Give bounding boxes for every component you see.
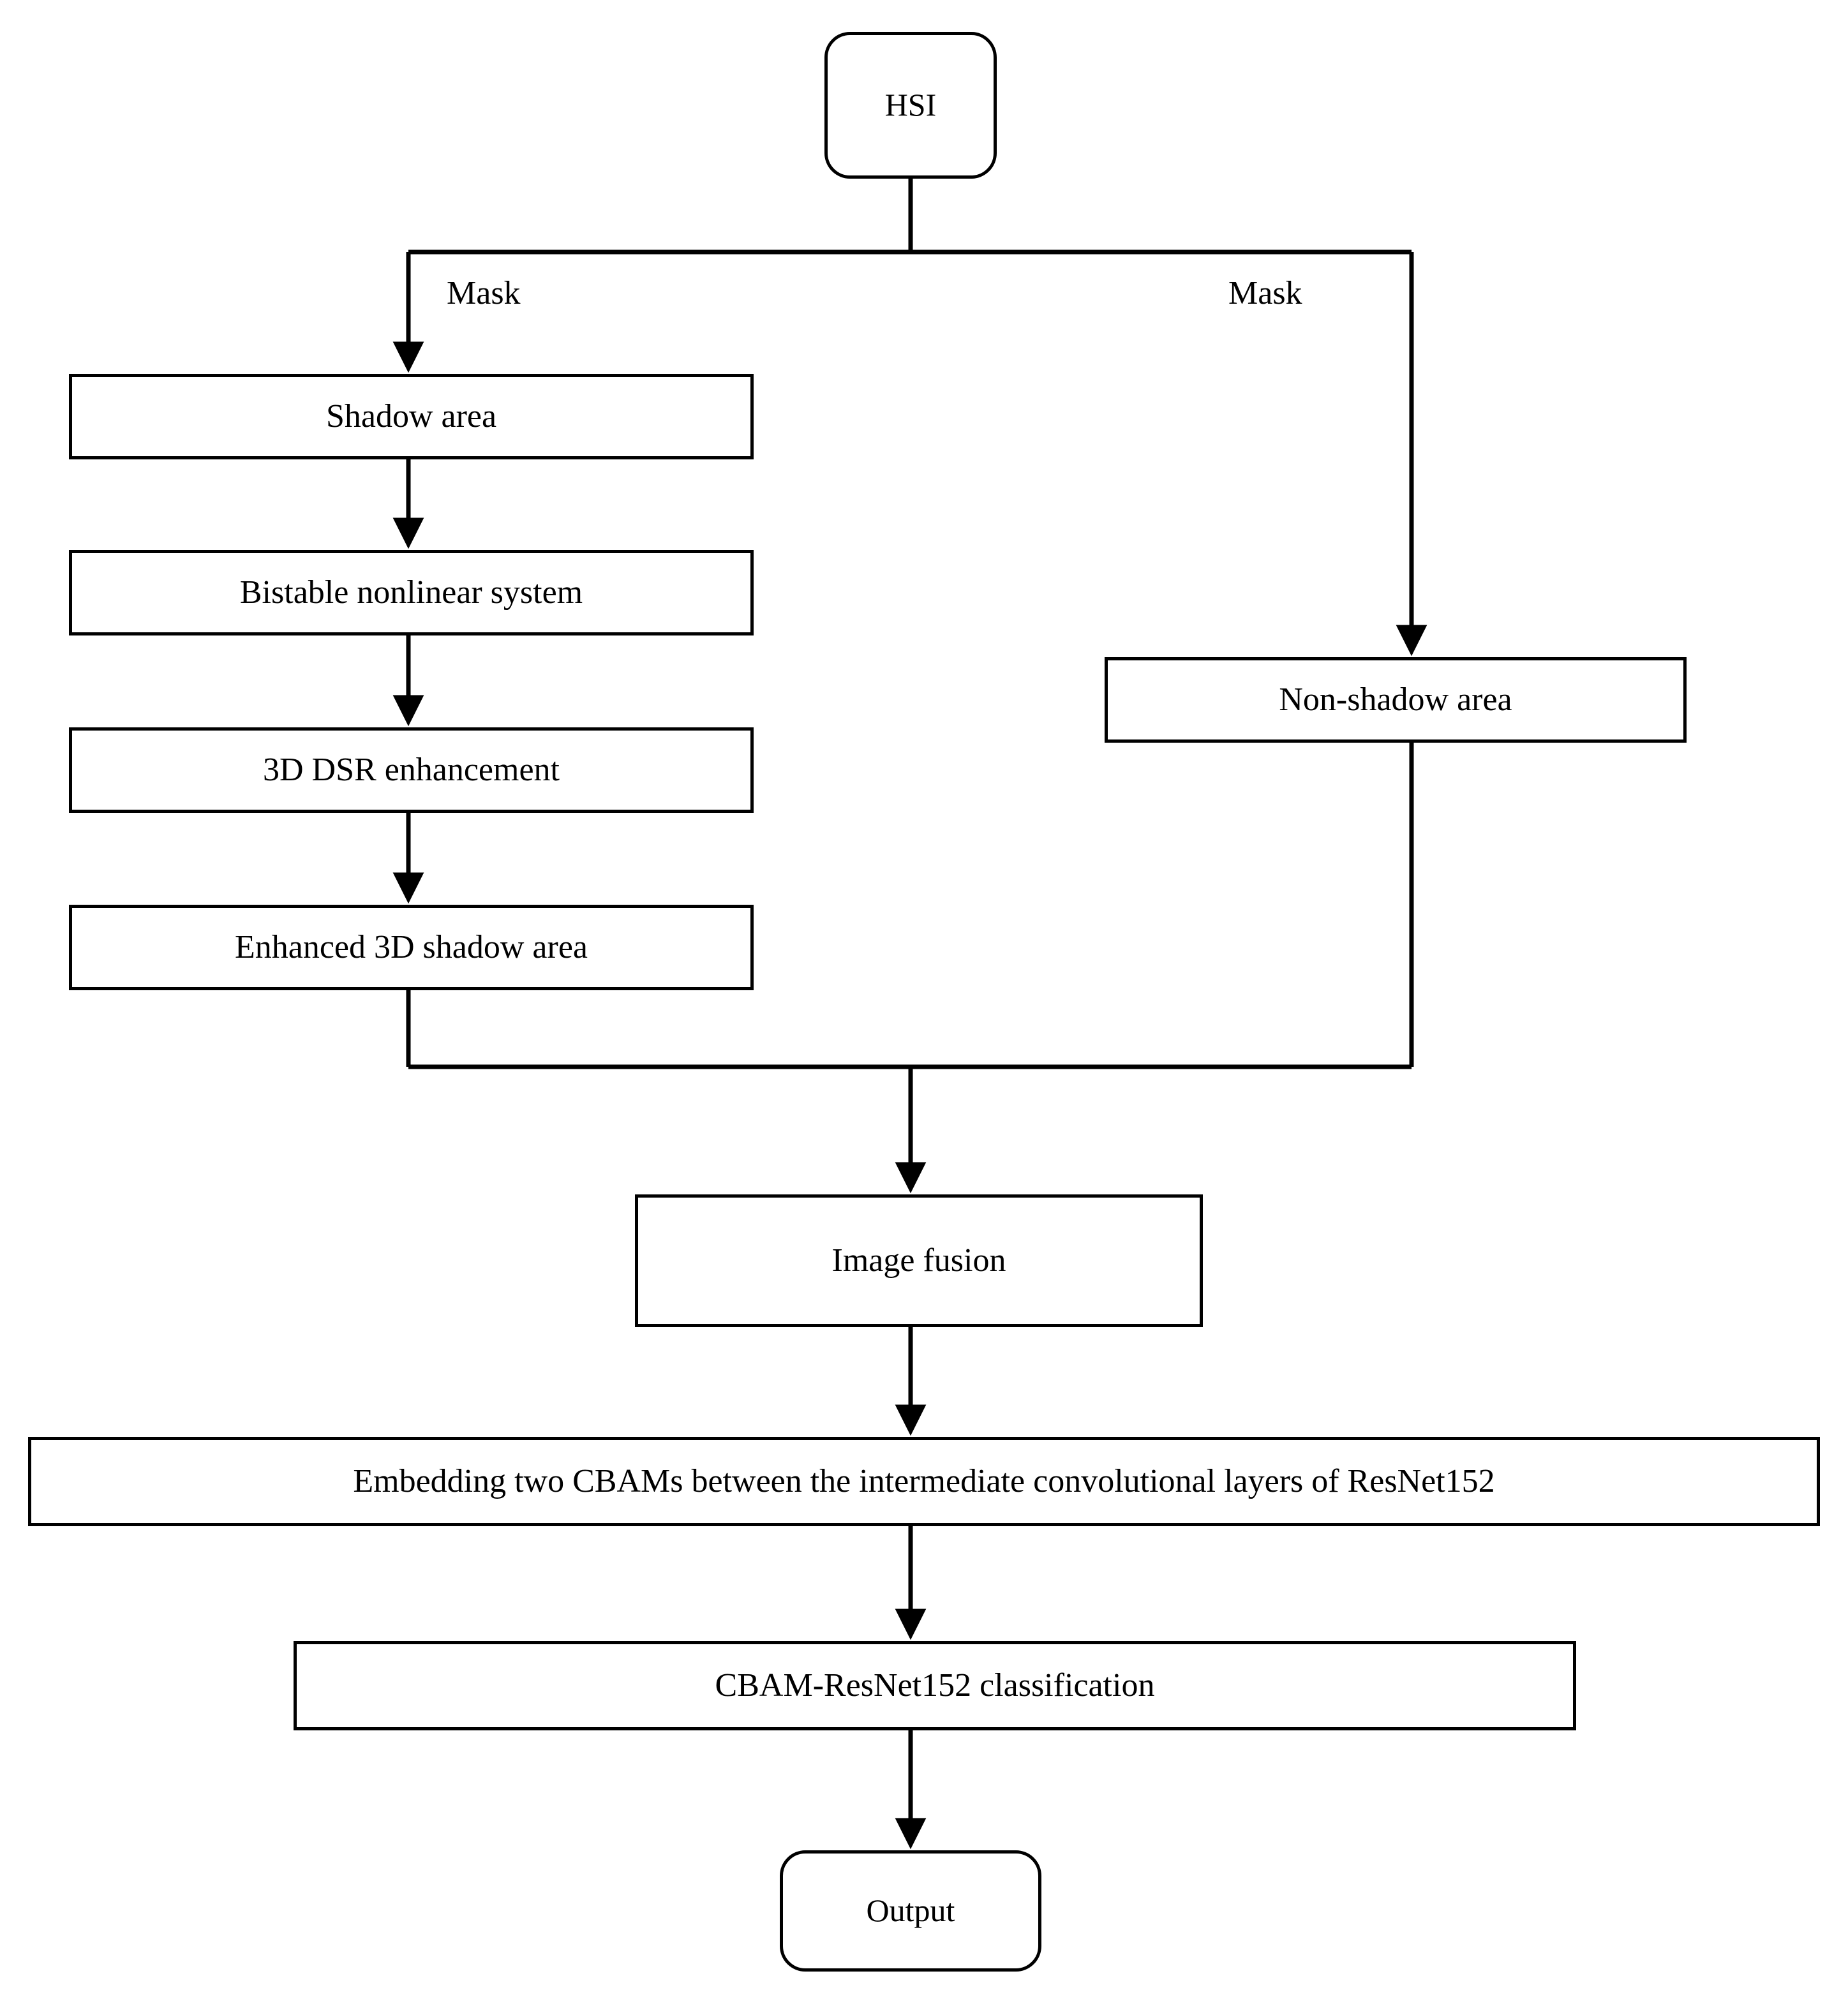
node-non-shadow-area-label: Non-shadow area <box>1279 681 1512 718</box>
node-shadow-area-label: Shadow area <box>325 398 497 435</box>
node-enhanced-3d-shadow-area-label: Enhanced 3D shadow area <box>235 929 588 966</box>
node-non-shadow-area <box>1105 657 1687 743</box>
node-cbam-resnet152-classification-label: CBAM-ResNet152 classification <box>715 1667 1155 1704</box>
node-shadow-area <box>69 374 754 459</box>
node-enhanced-3d-shadow-area <box>69 905 754 990</box>
node-3d-dsr-enhancement <box>69 727 754 813</box>
edge-label-mask-right: Mask <box>1228 275 1302 311</box>
node-bistable-nonlinear-system-label: Bistable nonlinear system <box>239 574 583 611</box>
node-hsi <box>824 32 997 179</box>
node-output-label: Output <box>866 1892 955 1929</box>
node-embedding-cbams <box>28 1437 1820 1526</box>
node-embedding-cbams-label: Embedding two CBAMs between the intermediate convolutional layers of ResNet152 <box>353 1463 1495 1500</box>
node-image-fusion <box>635 1194 1203 1327</box>
node-image-fusion-label: Image fusion <box>831 1242 1006 1279</box>
edge-label-mask-left: Mask <box>447 275 521 311</box>
node-bistable-nonlinear-system <box>69 550 754 635</box>
node-hsi-label: HSI <box>884 87 937 123</box>
node-output <box>780 1850 1041 1972</box>
node-3d-dsr-enhancement-label: 3D DSR enhancement <box>262 752 560 789</box>
node-cbam-resnet152-classification <box>294 1641 1576 1730</box>
